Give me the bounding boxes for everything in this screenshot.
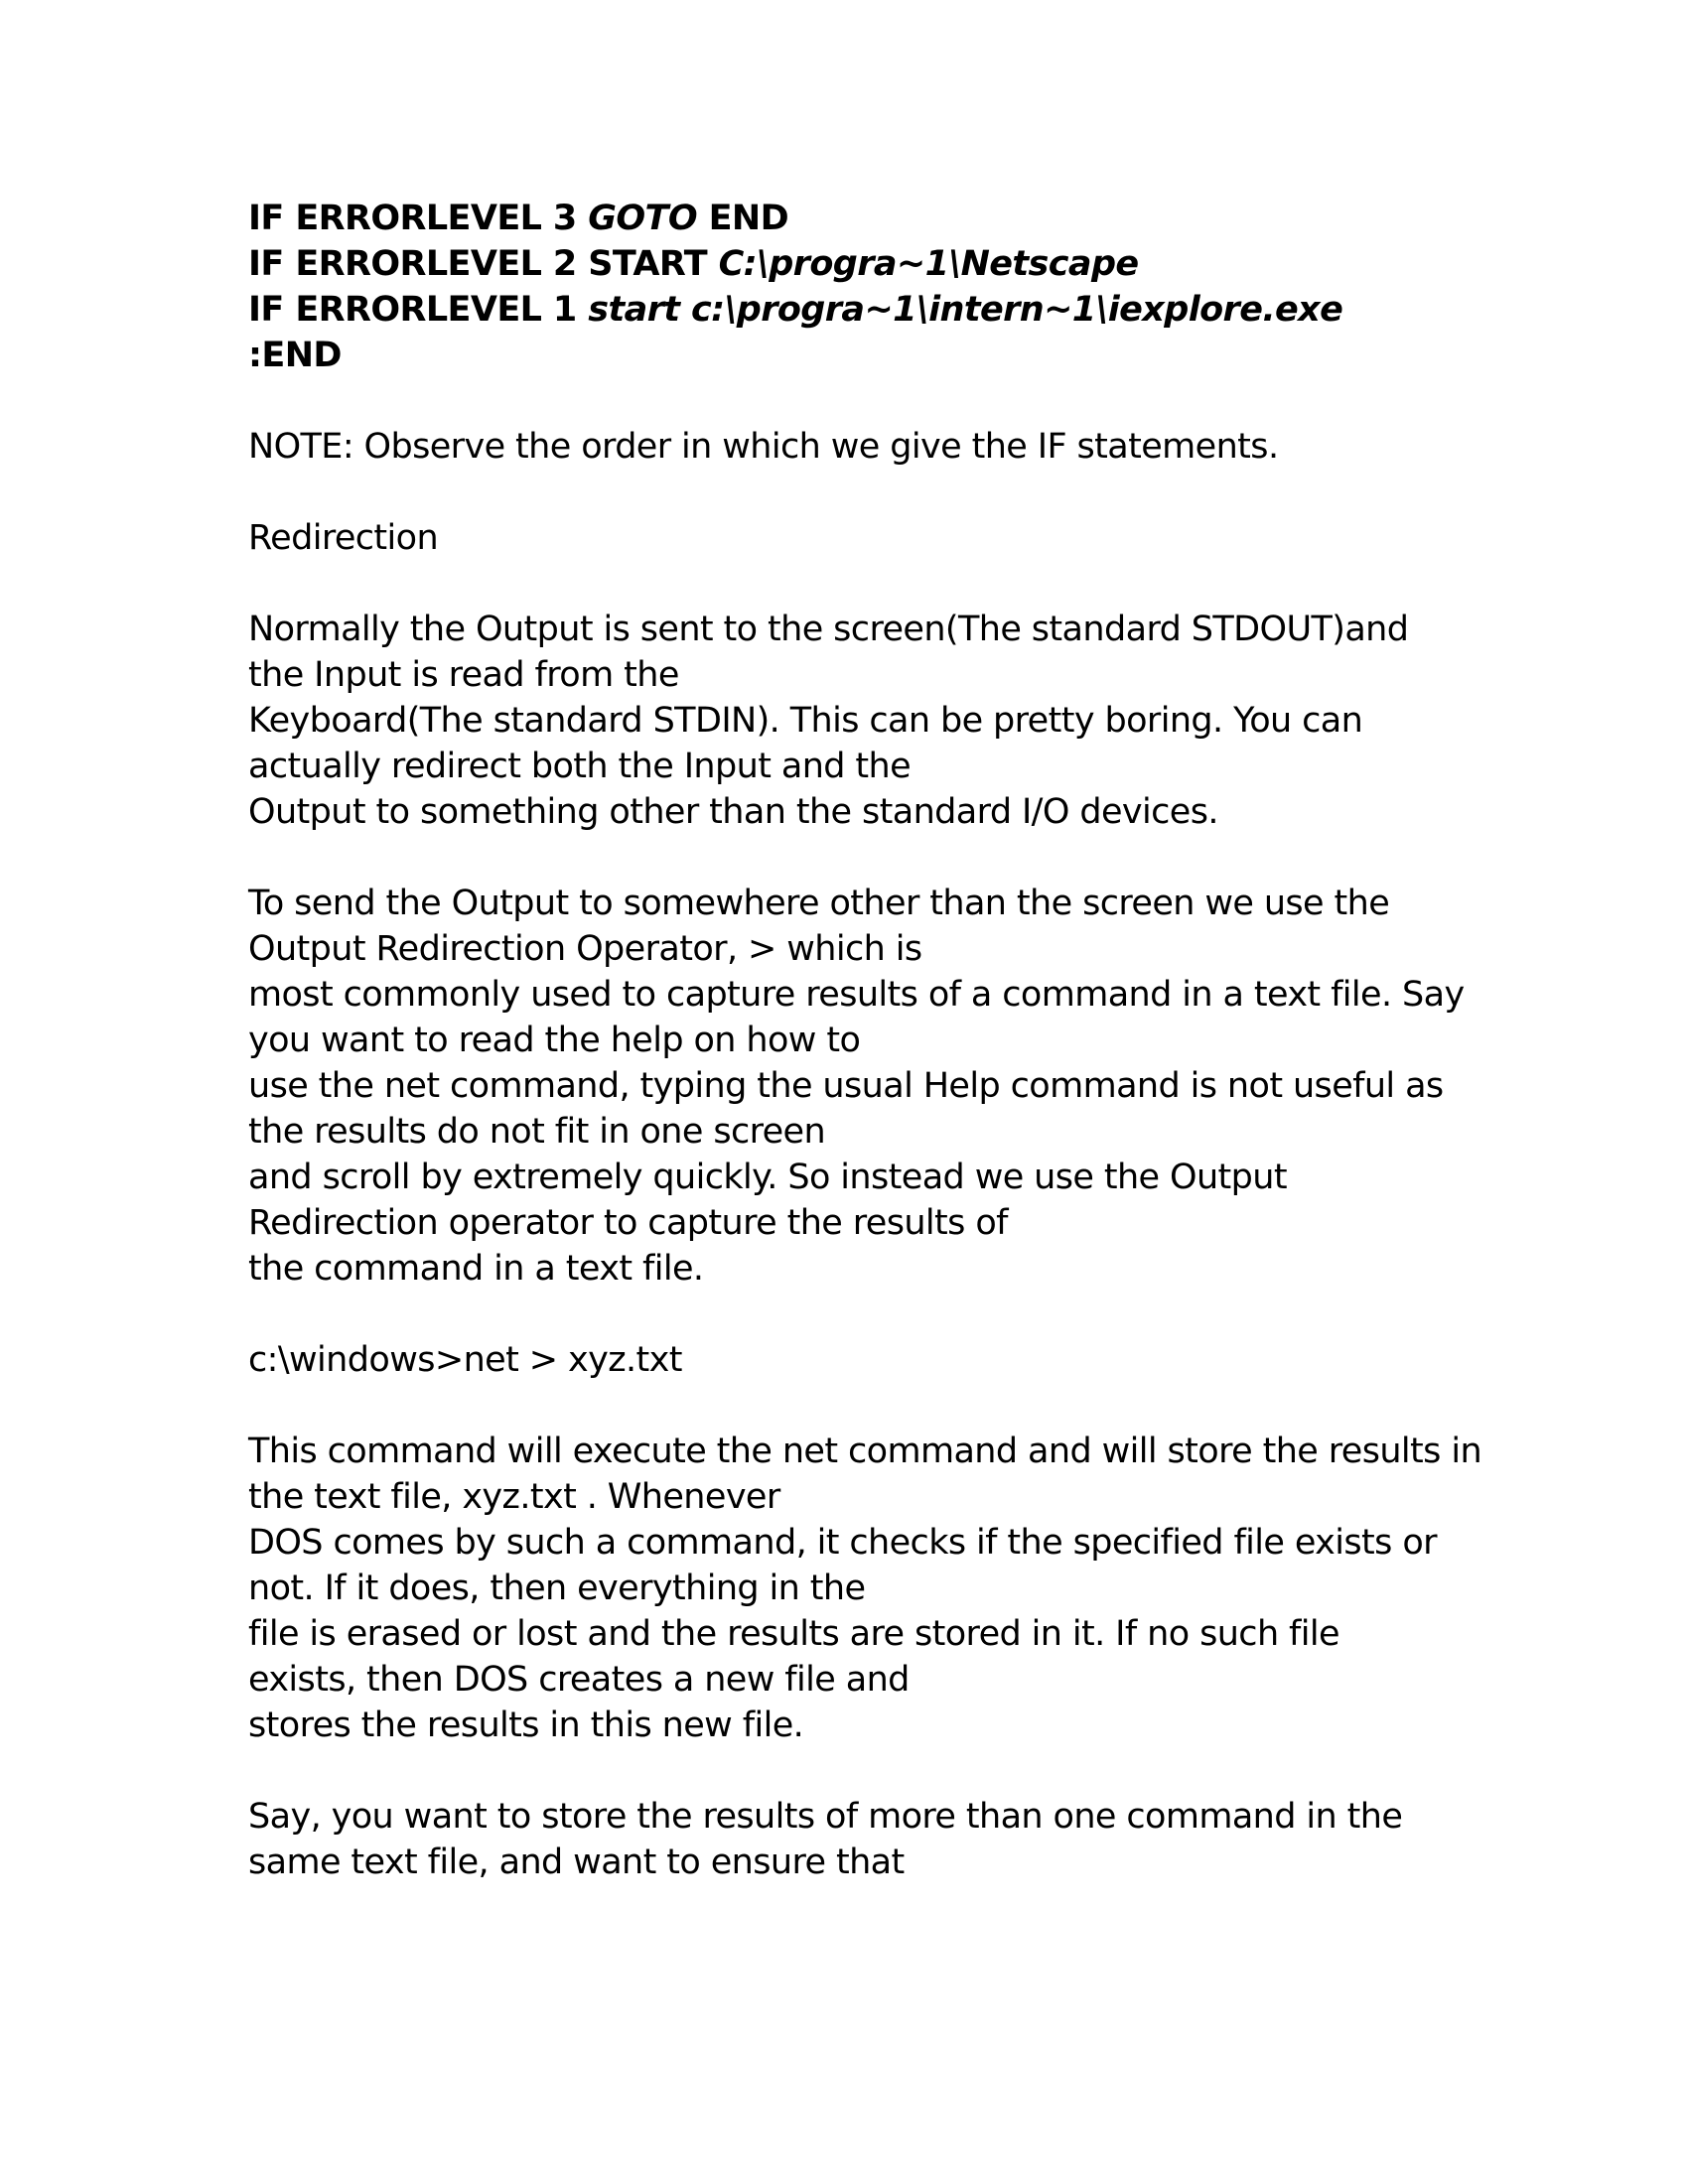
text-segment: the results do not fit in one screen	[248, 1112, 826, 1152]
text-segment: stores the results in this new file.	[248, 1706, 804, 1745]
text-line-28	[248, 1429, 1648, 1474]
text-line-10	[248, 607, 1648, 652]
text-segment: you want to read the help on how to	[248, 1021, 861, 1060]
text-segment: :END	[248, 336, 342, 375]
text-line-4	[248, 333, 1648, 378]
text-line-33	[248, 1657, 1648, 1703]
text-line-31	[248, 1566, 1648, 1611]
text-segment: DOS comes by such a command, it checks if the specified file exists or	[248, 1523, 1437, 1563]
text-segment: the Input is read from the	[248, 655, 679, 695]
text-line-8	[248, 515, 1648, 561]
text-segment: This command will execute the net command and will store the results in	[248, 1432, 1482, 1471]
text-segment: most commonly used to capture results of a command in a text file. Say	[248, 975, 1465, 1015]
text-line-15	[248, 835, 1648, 881]
text-segment: Output to something other than the standard I/O devices.	[248, 792, 1218, 832]
text-line-34	[248, 1703, 1648, 1748]
text-segment: IF ERRORLEVEL 3	[248, 199, 589, 238]
text-line-16	[248, 881, 1648, 926]
text-line-17	[248, 926, 1648, 972]
text-segment: exists, then DOS creates a new file and	[248, 1660, 910, 1700]
text-line-2	[248, 241, 1648, 287]
text-line-13	[248, 744, 1648, 789]
text-segment: Keyboard(The standard STDIN). This can be pretty boring. You can	[248, 701, 1363, 741]
text-line-19	[248, 1018, 1648, 1063]
text-line-36	[248, 1794, 1648, 1840]
text-segment: file is erased or lost and the results are stored in it. If no such file	[248, 1614, 1339, 1654]
text-line-18	[248, 972, 1648, 1018]
text-segment: not. If it does, then everything in the	[248, 1569, 866, 1608]
text-line-20	[248, 1063, 1648, 1109]
text-segment: IF ERRORLEVEL 1	[248, 290, 589, 330]
text-segment: the text file, xyz.txt . Whenever	[248, 1477, 780, 1517]
text-segment: IF ERRORLEVEL 2 START	[248, 244, 719, 284]
text-segment: Redirection operator to capture the results of	[248, 1203, 1008, 1243]
text-segment: Say, you want to store the results of more than one command in the	[248, 1797, 1403, 1837]
text-line-6	[248, 424, 1648, 470]
text-segment: To send the Output to somewhere other than the screen we use the	[248, 884, 1390, 923]
text-line-12	[248, 698, 1648, 744]
text-line-9	[248, 561, 1648, 607]
text-line-25	[248, 1292, 1648, 1337]
text-segment: same text file, and want to ensure that	[248, 1843, 905, 1882]
text-line-30	[248, 1520, 1648, 1566]
text-segment: and scroll by extremely quickly. So instead we use the Output	[248, 1158, 1287, 1197]
text-line-32	[248, 1611, 1648, 1657]
text-line-29	[248, 1474, 1648, 1520]
text-segment: start c:\progra~1\intern~1\iexplore.exe	[588, 290, 1343, 330]
text-line-24	[248, 1246, 1648, 1292]
text-segment: Redirection	[248, 518, 439, 558]
text-line-5	[248, 378, 1648, 424]
text-segment: C:\progra~1\Netscape	[718, 244, 1139, 284]
text-line-21	[248, 1109, 1648, 1155]
text-line-1	[248, 196, 1648, 241]
text-line-23	[248, 1200, 1648, 1246]
text-segment: c:\windows>net > xyz.txt	[248, 1340, 682, 1380]
text-line-26	[248, 1337, 1648, 1383]
text-line-7	[248, 470, 1648, 515]
text-line-14	[248, 789, 1648, 835]
text-segment: use the net command, typing the usual Help command is not useful as	[248, 1066, 1444, 1106]
text-line-3	[248, 287, 1648, 333]
text-segment: the command in a text file.	[248, 1249, 704, 1289]
text-segment: actually redirect both the Input and the	[248, 747, 912, 786]
text-line-35	[248, 1748, 1648, 1794]
text-segment: Normally the Output is sent to the screen(The standard STDOUT)and	[248, 610, 1409, 649]
text-segment: NOTE: Observe the order in which we give the IF statements.	[248, 427, 1279, 467]
text-line-37	[248, 1840, 1648, 1885]
document-text-block	[248, 196, 1648, 1885]
text-segment: GOTO	[588, 199, 697, 238]
text-line-27	[248, 1383, 1648, 1429]
text-segment: Output Redirection Operator, > which is	[248, 929, 922, 969]
text-line-11	[248, 652, 1648, 698]
text-line-22	[248, 1155, 1648, 1200]
text-segment: END	[696, 199, 789, 238]
